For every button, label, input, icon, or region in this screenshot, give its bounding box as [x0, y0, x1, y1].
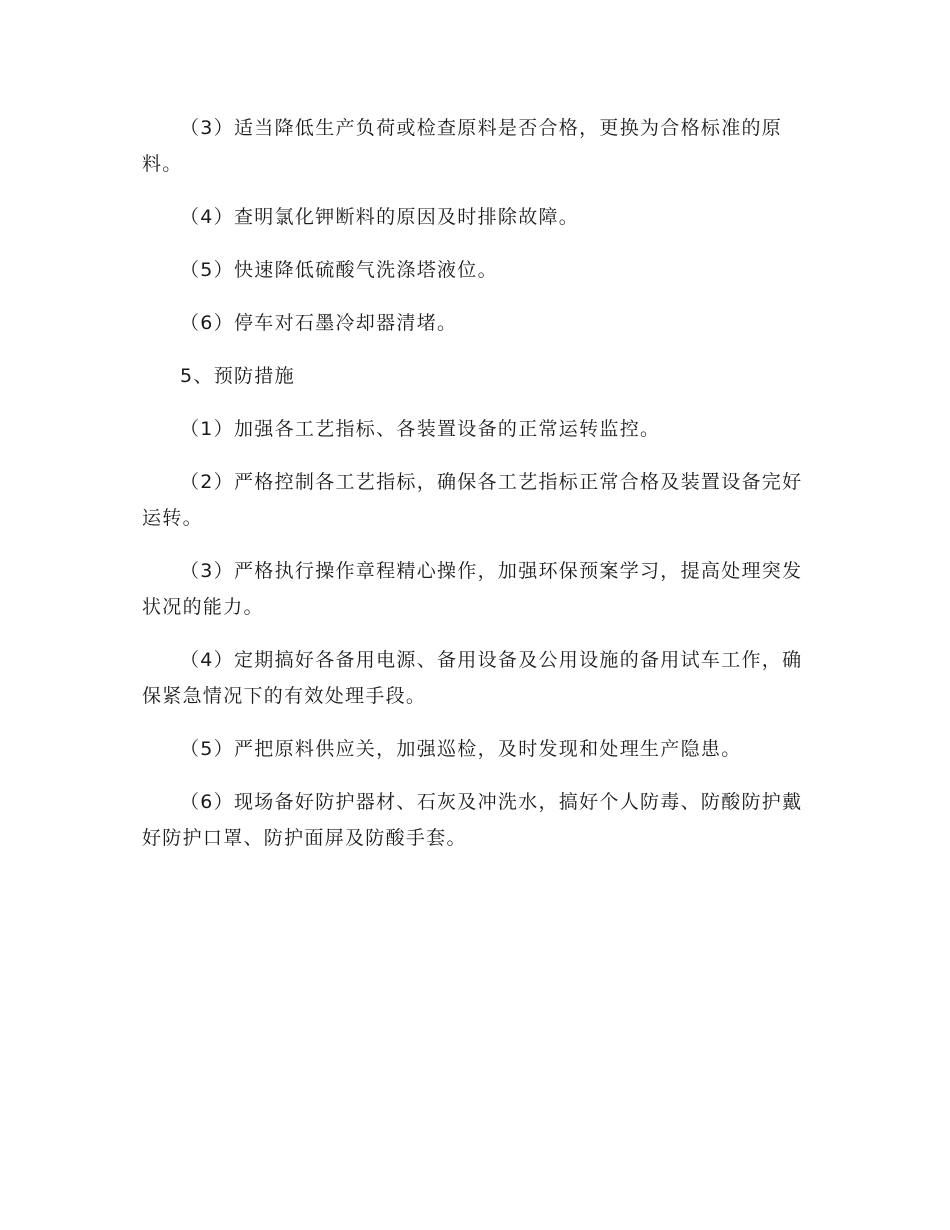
paragraph-prevention-2: （2）严格控制各工艺指标，确保各工艺指标正常合格及装置设备完好运转。: [142, 471, 803, 529]
paragraph-prevention-6: （6）现场备好防护器材、石灰及冲洗水，搞好个人防毒、防酸防护戴好防护口罩、防护面屏及防酸手套。: [142, 791, 803, 849]
paragraph-prevention-5: （5）严把原料供应关，加强巡检，及时发现和处理生产隐患。: [180, 738, 742, 760]
paragraph-prevention-4: （4）定期搞好各备用电源、备用设备及公用设施的备用试车工作，确保紧急情况下的有效处理手段。: [142, 649, 803, 707]
paragraph-step-6-graphite-cooler: （6）停车对石墨冷却器清堵。: [180, 312, 458, 334]
paragraph-step-4-kcl-feed: （4）查明氯化钾断料的原因及时排除故障。: [180, 206, 580, 228]
document-body: [142, 110, 810, 873]
paragraph-prevention-3: （3）严格执行操作章程精心操作，加强环保预案学习，提高处理突发状况的能力。: [142, 560, 803, 618]
paragraph-step-3-reduce-load: （3）适当降低生产负荷或检查原料是否合格，更换为合格标准的原料。: [142, 117, 783, 175]
section-heading-prevention: 5、预防措施: [180, 365, 295, 387]
paragraph-step-5-scrubber-level: （5）快速降低硫酸气洗涤塔液位。: [180, 259, 498, 281]
paragraph-prevention-1: （1）加强各工艺指标、各装置设备的正常运转监控。: [180, 418, 661, 440]
